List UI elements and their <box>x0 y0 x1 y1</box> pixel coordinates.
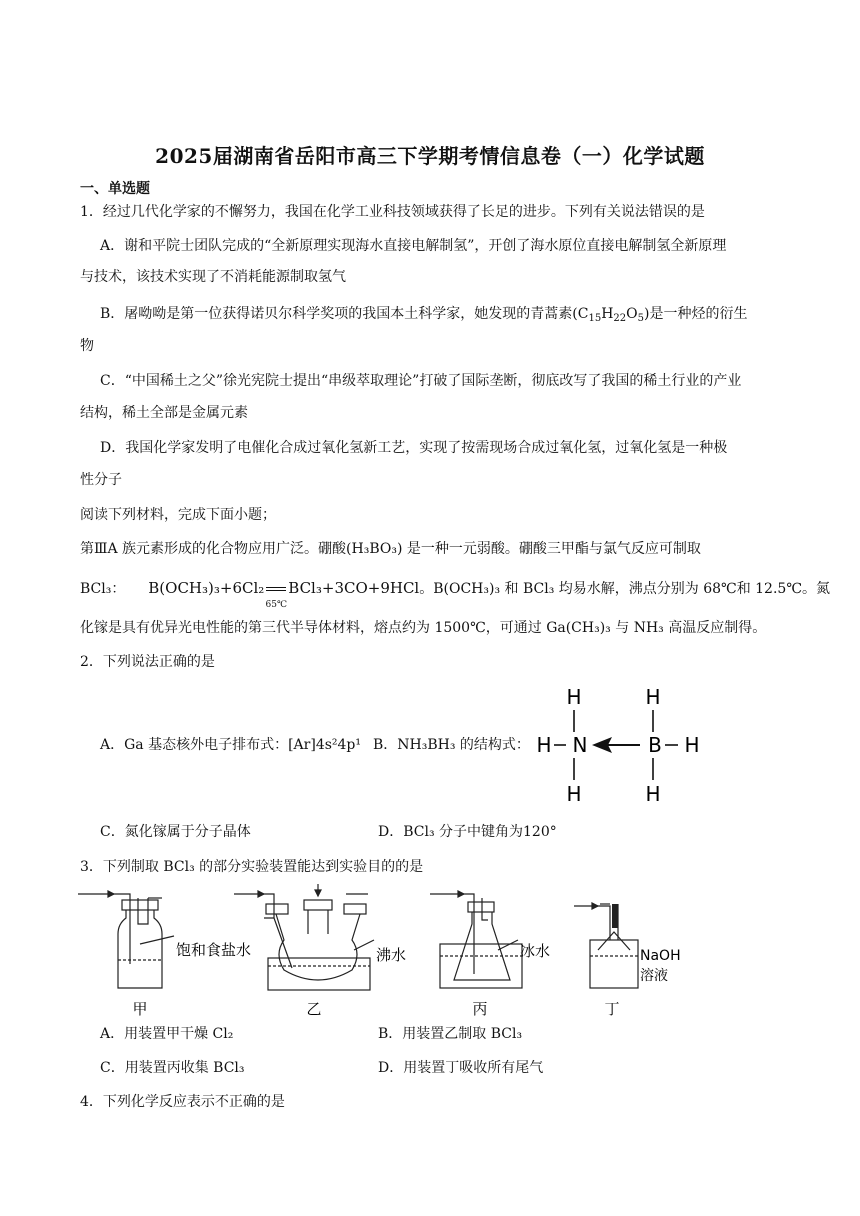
q2-option-c: C．氮化镓属于分子晶体 <box>100 824 251 840</box>
atom-h-left: H <box>536 733 552 757</box>
atom-h-top-left: H <box>566 685 582 709</box>
material-line2-suffix: 。B(OCH₃)₃ 和 BCl₃ 均易水解，沸点分别为 68℃和 12.5℃。氮 <box>419 581 830 597</box>
q3-option-b: B．用装置乙制取 BCl₃ <box>378 1026 523 1042</box>
q1-stem: 1．经过几代化学家的不懈努力，我国在化学工业科技领域获得了长足的进步。下列有关说法错误的是 <box>80 204 705 220</box>
material-line1: 第ⅢA 族元素形成的化合物应用广泛。硼酸(H₃BO₃) 是一种一元弱酸。硼酸三甲酯与氯气反应可制取 <box>80 541 701 557</box>
label-bing: 丙 <box>472 1000 488 1018</box>
q1-option-d-line1: D．我国化学家发明了电催化合成过氧化氢新工艺，实现了按需现场合成过氧化氢，过氧化氢是一种极 <box>100 440 728 456</box>
q3-option-c: C．用装置丙收集 BCl₃ <box>100 1060 245 1076</box>
nh3bh3-structure <box>530 684 710 810</box>
label-ding-liquid-2: 溶液 <box>640 968 668 984</box>
label-ding-liquid-1: NaOH <box>640 948 681 964</box>
q1-option-a-line1: A．谢和平院士团队完成的“全新原理实现海水直接电解制氢”，开创了海水原位直接电解制氢全新原理 <box>100 238 727 254</box>
section-heading: 一、单选题 <box>80 181 150 197</box>
label-yi: 乙 <box>306 1000 322 1018</box>
material-line3: 化镓是具有优异光电性能的第三代半导体材料，熔点约为 1500℃，可通过 Ga(CH₃)₃ 与 NH₃ 高温反应制得。 <box>80 620 767 636</box>
label-jia: 甲 <box>132 1000 148 1018</box>
q1-b-text2: )是一种烃的衍生 <box>644 306 748 322</box>
q1-option-b-line2: 物 <box>80 338 94 354</box>
equation-rhs: BCl₃+3CO+9HCl <box>288 579 420 597</box>
q1-b-text: B．屠呦呦是第一位获得诺贝尔科学奖项的我国本土科学家，她发现的青蒿素(C <box>100 306 589 322</box>
q1-option-a-line2: 与技术，该技术实现了不消耗能源制取氢气 <box>80 269 346 285</box>
label-ding: 丁 <box>604 1000 620 1018</box>
equation-arrow <box>264 587 288 610</box>
q4-stem: 4．下列化学反应表示不正确的是 <box>80 1094 285 1110</box>
label-jia-liquid: 饱和食盐水 <box>176 941 252 959</box>
material-intro: 阅读下列材料，完成下面小题； <box>80 507 276 523</box>
atom-h-right: H <box>684 733 700 757</box>
q1-b-o: O <box>626 306 638 322</box>
label-yi-liquid: 沸水 <box>376 946 407 964</box>
atom-h-top-right: H <box>645 685 661 709</box>
atom-n: N <box>572 733 588 757</box>
q1-option-c-line1: C．“中国稀土之父”徐光宪院士提出“串级萃取理论”打破了国际垄断，彻底改写了我国的稀土行业的产业 <box>100 373 742 389</box>
q2-option-d: D．BCl₃ 分子中键角为120° <box>378 824 557 840</box>
q1-option-b-line1 <box>100 304 747 324</box>
q2-option-a: A．Ga 基态核外电子排布式：[Ar]4s²4p¹ <box>100 737 362 753</box>
q1-b-h: H <box>601 306 614 322</box>
label-bing-liquid: 冰水 <box>520 942 551 960</box>
page-title: 2025届湖南省岳阳市高三下学期考情信息卷（一）化学试题 <box>155 144 705 168</box>
q1-option-c-line2: 结构，稀土全部是金属元素 <box>80 405 248 421</box>
q3-option-a: A．用装置甲干燥 Cl₂ <box>100 1026 234 1042</box>
material-line2 <box>80 578 830 610</box>
equation-lhs: B(OCH₃)₃+6Cl₂ <box>148 579 265 597</box>
atom-h-bottom-left: H <box>566 782 582 806</box>
apparatus-figure <box>78 884 698 1020</box>
q1-b-sub1: 15 <box>588 313 602 324</box>
q2-option-b: B．NH₃BH₃ 的结构式： <box>373 737 530 753</box>
atom-b: B <box>648 733 662 757</box>
equation-condition: 65℃ <box>265 600 288 610</box>
q1-option-d-line2: 性分子 <box>80 472 122 488</box>
q3-stem: 3．下列制取 BCl₃ 的部分实验装置能达到实验目的的是 <box>80 859 424 875</box>
material-bcl3-label: BCl₃： <box>80 581 126 597</box>
q2-stem: 2．下列说法正确的是 <box>80 654 215 670</box>
q1-b-sub3: 5 <box>637 313 645 324</box>
q3-option-d: D．用装置丁吸收所有尾气 <box>378 1060 544 1076</box>
q1-b-sub2: 22 <box>613 313 627 324</box>
atom-h-bottom-right: H <box>645 782 661 806</box>
